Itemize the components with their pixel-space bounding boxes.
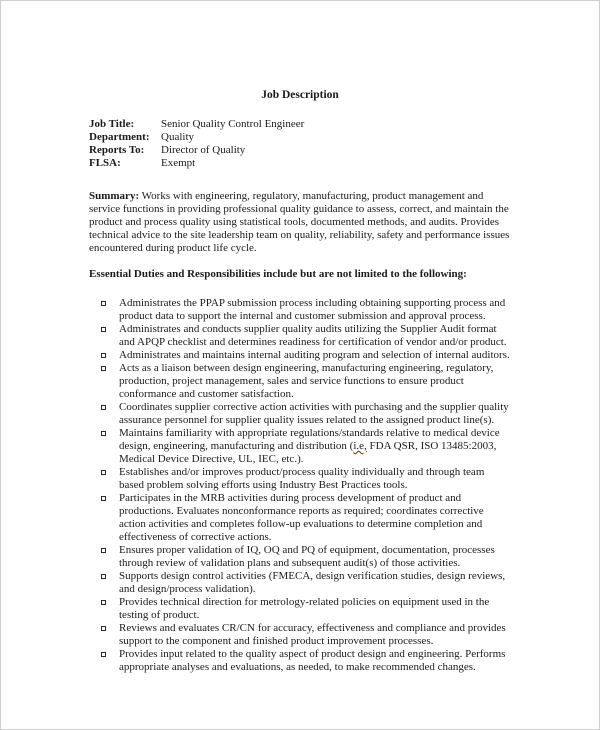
duty-item (89, 466, 511, 492)
duty-text: Establishes and/or improves product/process quality individually and through team based problem solving efforts using Industry Best Practices tools. (119, 466, 485, 491)
square-bullet-icon (101, 301, 106, 306)
meta-label: Job Title: (89, 118, 135, 130)
meta-value: Exempt (161, 157, 196, 169)
duty-text (119, 427, 500, 465)
duty-text: Coordinates supplier corrective action activities with purchasing and the supplier quality assurance personnel for supplier quality issues related to the assigned product line(s). (119, 401, 509, 426)
duty-item (89, 544, 511, 570)
square-bullet-icon (101, 574, 106, 579)
duty-item (89, 570, 511, 596)
duties-list (89, 297, 511, 674)
square-bullet-icon (101, 327, 106, 332)
duties-heading: Essential Duties and Responsibilities include but are not limited to the following: (89, 268, 467, 280)
duty-text: Provides input related to the quality aspect of product design and engineering. Performs appropriate analyses and evaluations, as needed, to make recommended changes. (119, 648, 506, 673)
job-meta-block (89, 118, 511, 170)
duty-item (89, 349, 511, 362)
meta-value: Senior Quality Control Engineer (161, 118, 305, 130)
duty-item (89, 323, 511, 349)
duty-item (89, 427, 511, 466)
duty-item (89, 297, 511, 323)
duty-text: Acts as a liaison between design engineering, manufacturing engineering, regulatory, production, project management, sales and service functions to ensure product conformance and customer satisfaction. (119, 362, 494, 400)
square-bullet-icon (101, 405, 106, 410)
duty-text: Supports design control activities (FMECA, design verification studies, design reviews, and design/process validation). (119, 570, 506, 595)
duty-item (89, 596, 511, 622)
square-bullet-icon (101, 496, 106, 501)
duty-item (89, 648, 511, 674)
duty-text: Provides technical direction for metrology-related policies on equipment used in the testing of product. (119, 596, 490, 621)
square-bullet-icon (101, 548, 106, 553)
summary-label: Summary: (89, 190, 140, 202)
page-title: Job Description (261, 89, 339, 101)
meta-row-job-title (89, 118, 511, 131)
duty-text: Participates in the MRB activities during process development of product and productions. Evaluates nonconformance reports as required; coordinates corrective action activities and completes follow-up evaluations to determine completion and effectiveness of corrective actions. (119, 492, 484, 543)
duty-text-post: FDA QSR, ISO 13485:2003, Medical Device Directive, UL, IEC, etc.). (119, 440, 497, 465)
duty-text: Reviews and evaluates CR/CN for accuracy, effectiveness and compliance and provides support to the component and finished product improvement processes. (119, 622, 506, 647)
duty-text-pre: Maintains familiarity with appropriate regulations/standards relative to medical device design, engineering, manufacturing and distribution ( (119, 427, 500, 452)
meta-row-flsa (89, 157, 511, 170)
duty-item (89, 492, 511, 544)
meta-label: FLSA: (89, 157, 121, 169)
duty-text: Administrates and maintains internal auditing program and selection of internal auditors. (119, 349, 510, 361)
square-bullet-icon (101, 652, 106, 657)
meta-label: Reports To: (89, 144, 145, 156)
summary-text: Works with engineering, regulatory, manufacturing, product management and service functions in providing professional quality guidance to assess, correct, and maintain the product and process quality using statistical tools, documented methods, and audits. Provides technical advice to the site leadership team on quality, reliability, safety and performance issues encountered during product life cycle. (89, 190, 510, 254)
square-bullet-icon (101, 353, 106, 358)
meta-value: Director of Quality (161, 144, 246, 156)
meta-label: Department: (89, 131, 150, 143)
duty-item (89, 401, 511, 427)
duty-text: Administrates and conducts supplier quality audits utilizing the Supplier Audit format and APQP checklist and determines readiness for certification of vendor and/or product. (119, 323, 507, 348)
duty-item (89, 362, 511, 401)
duty-item (89, 622, 511, 648)
square-bullet-icon (101, 470, 106, 475)
meta-value: Quality (161, 131, 194, 143)
duty-text: Administrates the PPAP submission process including obtaining supporting process and product data to support the internal and customer submission and approval process. (119, 297, 506, 322)
summary-paragraph (89, 190, 511, 255)
meta-row-reports-to (89, 144, 511, 157)
square-bullet-icon (101, 600, 106, 605)
meta-row-department (89, 131, 511, 144)
square-bullet-icon (101, 431, 106, 436)
duty-text: Ensures proper validation of IQ, OQ and PQ of equipment, documentation, processes through review of validation plans and subsequent audit(s) of those activities. (119, 544, 495, 569)
square-bullet-icon (101, 366, 106, 371)
square-bullet-icon (101, 626, 106, 631)
spellcheck-flagged-text: i.e, (353, 440, 367, 452)
